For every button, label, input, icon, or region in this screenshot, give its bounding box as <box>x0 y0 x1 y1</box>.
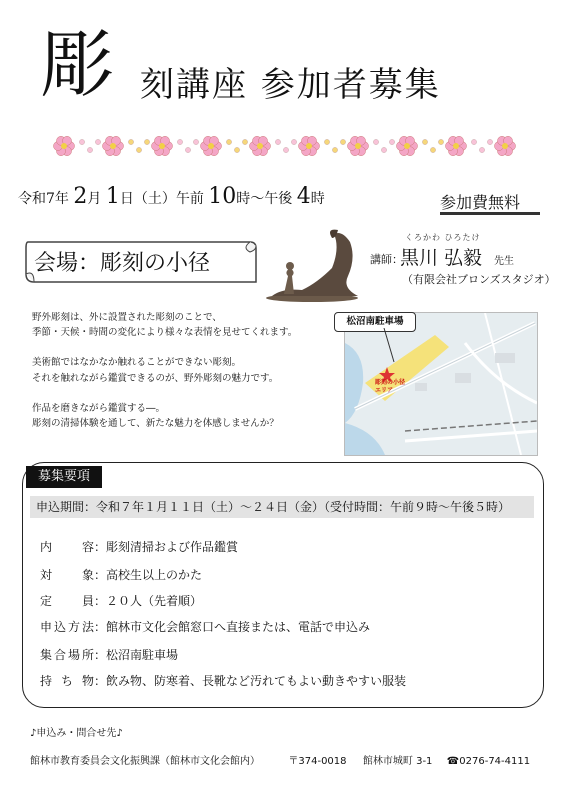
contact-office: 館林市教育委員会文化振興課（館林市文化会館内） <box>30 756 260 767</box>
application-period: 申込期間：令和７年１月１１日（土）〜２４日（金）（受付時間：午前９時〜午後５時） <box>30 496 534 518</box>
small-flower-icon <box>422 139 443 152</box>
small-flower-icon <box>177 139 198 152</box>
instructor-name: 黒川 弘毅 <box>400 247 483 269</box>
event-date: 令和7年 2月 1日（土）午前 10時〜午後 4時 <box>18 184 325 209</box>
info-row-meeting-place: 集合場所：松沼南駐車場 <box>40 648 179 662</box>
recruitment-heading: 募集要項 <box>26 466 102 488</box>
description-line: 季節・天候・時間の変化により様々な表情を見せてくれます。 <box>32 327 298 338</box>
small-flower-icon <box>275 139 296 152</box>
fee-underline <box>440 212 540 215</box>
info-row-content: 内容：彫刻清掃および作品鑑賞 <box>40 540 239 554</box>
flower-icon <box>495 136 516 155</box>
contact-tel[interactable]: 0276-74-4111 <box>459 756 531 767</box>
instructor-label: 講師： <box>370 253 403 266</box>
info-row-belongings: 持ち物：飲み物、防寒着、長靴など汚れてもよい動きやすい服装 <box>40 674 407 688</box>
phone-icon: ☎ <box>446 756 460 767</box>
info-row-method: 申込方法：館林市文化会館窓口へ直接または、電話で申込み <box>40 620 371 634</box>
venue: 会場：彫刻の小径 <box>34 251 211 276</box>
description-line: それを触れながら鑑賞できるのが、野外彫刻の魅力です。 <box>32 373 279 384</box>
description-line: 彫刻の清掃体験を通して、新たな魅力を体感しませんか？ <box>32 418 279 429</box>
small-flower-icon <box>79 139 100 152</box>
title-big-char: 彫 <box>40 22 114 108</box>
description-line: 美術館ではなかなか触れることができない彫刻。 <box>32 357 242 368</box>
instructor-title: 先生 <box>494 256 514 267</box>
flower-icon <box>250 136 271 155</box>
map-pointer-line <box>380 328 400 364</box>
map-graphic <box>345 313 537 455</box>
small-flower-icon <box>324 139 345 152</box>
flower-icon <box>201 136 222 155</box>
contact-postal: 〒374-0018 <box>288 756 347 767</box>
sculpture-image <box>262 228 372 302</box>
map-parking-label: 松沼南駐車場 <box>334 312 416 332</box>
page-title: 刻講座 参加者募集 <box>140 65 441 105</box>
contact-address: 館林市城町 3-1 <box>362 756 433 767</box>
flower-icon <box>397 136 418 155</box>
small-flower-icon <box>373 139 394 152</box>
info-row-capacity: 定員：２０人（先着順） <box>40 594 203 608</box>
flower-border-decoration <box>50 132 520 160</box>
instructor-furigana: くろかわ ひろたけ <box>405 233 481 242</box>
contact-footer <box>30 752 530 767</box>
flower-icon <box>446 136 467 155</box>
flower-icon <box>54 136 75 155</box>
info-row-target: 対象：高校生以上のかた <box>40 568 203 582</box>
area-map <box>344 312 538 456</box>
fee-label: 参加費無料 <box>440 193 521 212</box>
description-line: 作品を磨きながら鑑賞する―。 <box>32 403 166 414</box>
map-area-label: 彫刻の小径 エリア <box>375 379 406 394</box>
flower-icon <box>152 136 173 155</box>
small-flower-icon <box>128 139 149 152</box>
flower-icon <box>103 136 124 155</box>
small-flower-icon <box>226 139 247 152</box>
instructor-org: （有限会社ブロンズスタジオ） <box>402 273 556 286</box>
small-flower-icon <box>471 139 492 152</box>
flower-icon <box>299 136 320 155</box>
description-line: 野外彫刻は、外に設置された彫刻のことで、 <box>32 312 222 323</box>
flower-icon <box>348 136 369 155</box>
contact-heading: ♪申込み・問合せ先♪ <box>30 728 123 739</box>
